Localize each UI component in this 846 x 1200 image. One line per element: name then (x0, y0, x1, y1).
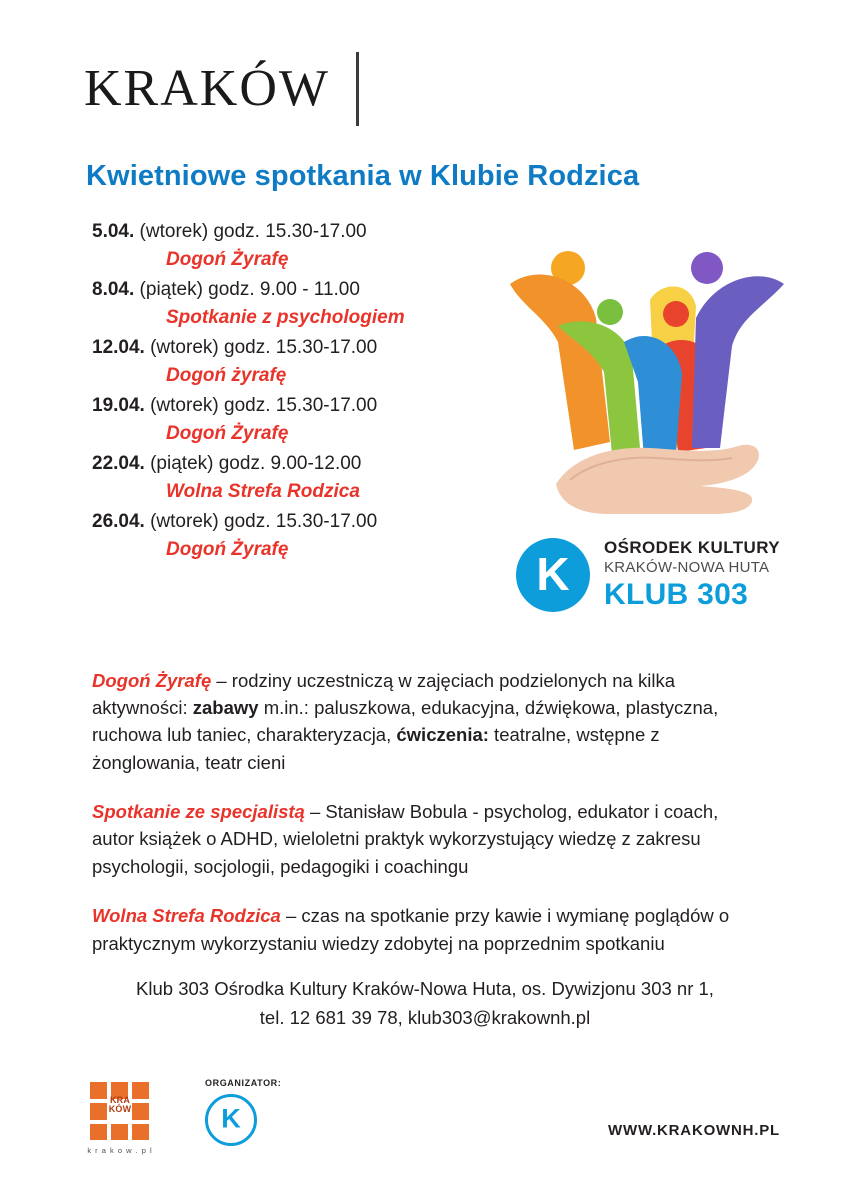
krakow-logo-url: k r a k o w . p l (87, 1146, 153, 1155)
paragraph-body: – czas na spotkanie przy kawie i wymianę poglądów o praktycznym wykorzystaniu wiedzy zdobytej na poprzednim spotkaniu (92, 905, 730, 954)
paragraph-spotkanie-ze-specjalista (92, 798, 758, 880)
schedule-item (92, 218, 512, 274)
brand-city-name: KRAKÓW (84, 60, 330, 117)
schedule-item (92, 334, 512, 390)
paragraph-body: m.in.: paluszkowa, edukacyjna, dźwiękowa, plastyczna, ruchowa lub taniec, charakteryzacja, (92, 696, 719, 746)
description-section (92, 648, 758, 979)
schedule-event-name: Dogoń Żyrafę (166, 248, 289, 270)
organizer-caption: ORGANIZATOR: (205, 1078, 282, 1088)
brand-header (84, 52, 359, 126)
schedule-date-number: 26.04. (92, 511, 145, 533)
footer (0, 1070, 846, 1180)
organizer-k-mark-icon (205, 1094, 257, 1146)
schedule-item (92, 450, 512, 506)
schedule-date (92, 508, 512, 536)
paragraph-lead: Spotkanie ze specjalistą (92, 801, 305, 822)
schedule-event-name: Dogoń żyrafę (166, 364, 287, 386)
schedule-date-details: (piątek) godz. 9.00 - 11.00 (134, 279, 360, 301)
logo-line-osrodek-kultury: OŚRODEK KULTURY (604, 538, 780, 557)
schedule-date-details: (wtorek) godz. 15.30-17.00 (144, 511, 378, 533)
schedule-date-number: 12.04. (92, 337, 145, 359)
schedule-item (92, 508, 512, 564)
paragraph-wolna-strefa-rodzica (92, 902, 758, 957)
schedule-date-number: 22.04. (92, 453, 145, 475)
schedule-date-number: 8.04. (92, 279, 135, 301)
krakow-logo-mark-icon (90, 1082, 150, 1140)
schedule-date-details: (wtorek) godz. 15.30-17.00 (144, 395, 378, 417)
schedule-date (92, 276, 512, 304)
schedule-event-name: Spotkanie z psychologiem (166, 306, 405, 328)
contact-phone-email: tel. 12 681 39 78, klub303@krakownh.pl (259, 1006, 591, 1028)
schedule-event-name: Dogoń Żyrafę (166, 538, 289, 560)
page-title: Kwietniowe spotkania w Klubie Rodzica (86, 160, 640, 192)
family-figures-illustration (500, 222, 800, 522)
paragraph-lead: Dogoń Żyrafę (92, 669, 212, 691)
klub-303-logo (516, 538, 780, 613)
klub-k-mark-icon (516, 538, 590, 612)
paragraph-body: – rodziny uczestniczą w zajęciach podzielonych na kilka aktywności: (92, 669, 675, 718)
krakow-logo-word: KRA KÓW (108, 1095, 132, 1115)
schedule-date-number: 5.04. (92, 221, 135, 242)
contact-address: Klub 303 Ośrodka Kultury Kraków-Nowa Huta, os. Dywizjonu 303 nr 1, (136, 978, 714, 999)
logo-line-krakow-nowa-huta: KRAKÓW-NOWA HUTA (604, 558, 770, 576)
paragraph-body: – Stanisław Bobula - psycholog, edukator i coach, autor książek o ADHD, wieloletni praktyk wykorzystujący wiedzę z zakresu psychologii, socjologii, pedagogiki i coachingu (92, 801, 719, 877)
schedule-date (92, 392, 512, 420)
klub-logo-text (604, 538, 780, 613)
schedule-list (92, 218, 512, 566)
brand-divider (356, 52, 359, 126)
logo-line-klub-303: KLUB 303 (604, 578, 749, 612)
schedule-date (92, 334, 512, 362)
schedule-date-details: (wtorek) godz. 15.30-17.00 (134, 221, 367, 242)
schedule-date (92, 450, 512, 478)
schedule-event-name: Dogoń Żyrafę (166, 422, 289, 444)
paragraph-bold-zabawy: zabawy (192, 696, 259, 718)
paragraph-body: teatralne, wstępne z żonglowania, teatr cieni (92, 724, 660, 773)
contact-info (92, 975, 758, 1032)
krakow-city-logo (84, 1082, 156, 1155)
paragraph-dogon-zyrafe (92, 667, 758, 777)
schedule-item (92, 276, 512, 332)
schedule-event-name: Wolna Strefa Rodzica (166, 480, 360, 502)
schedule-date (92, 218, 512, 246)
paragraph-lead: Wolna Strefa Rodzica (92, 905, 281, 927)
schedule-date-number: 19.04. (92, 395, 145, 417)
paragraph-bold-cwiczenia: ćwiczenia: (396, 724, 489, 746)
schedule-date-details: (wtorek) godz. 15.30-17.00 (144, 337, 378, 359)
schedule-date-details: (piątek) godz. 9.00-12.00 (144, 453, 362, 475)
organizer-block (205, 1078, 325, 1146)
schedule-item (92, 392, 512, 448)
klub-k-letter: K (536, 548, 570, 601)
organizer-k-letter: K (221, 1103, 241, 1134)
website-url: WWW.KRAKOWNH.PL (608, 1122, 780, 1139)
